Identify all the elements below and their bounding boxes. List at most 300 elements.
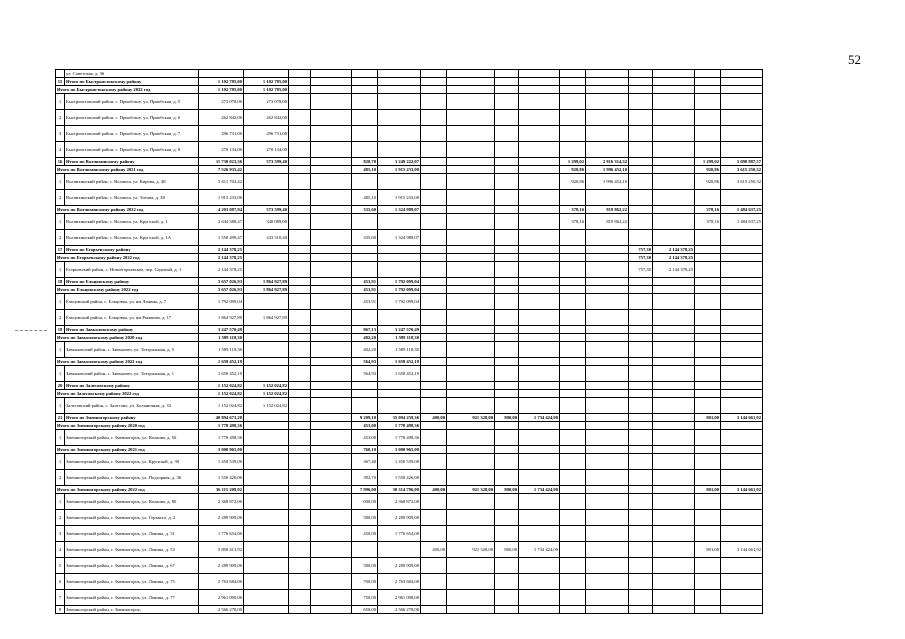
value-cell [421, 382, 447, 390]
value-cell [289, 262, 311, 278]
value-cell [244, 366, 289, 382]
value-cell [629, 126, 653, 142]
value-cell [629, 78, 653, 86]
value-cell: 2 289 909,00 [199, 510, 244, 526]
value-cell [352, 262, 378, 278]
value-cell: 800,00 [495, 414, 519, 422]
value-cell: 819 862,22 [586, 214, 629, 230]
value-cell [629, 342, 653, 358]
value-cell: 1 152 024,82 [199, 390, 244, 398]
value-cell [421, 230, 447, 246]
value-cell [629, 310, 653, 326]
value-cell [695, 230, 721, 246]
value-cell: 400,00 [421, 414, 447, 422]
value-cell [311, 414, 352, 422]
capital-repair-table [55, 69, 763, 614]
value-cell [721, 342, 763, 358]
value-cell: 340 089,00 [244, 214, 289, 230]
value-cell [586, 326, 629, 334]
value-cell [311, 398, 352, 414]
value-cell [629, 398, 653, 414]
value-cell: 3 144 661,92 [721, 414, 763, 422]
address-cell: Змеиногорский район, г. Змеиногорск, ул. Подгорная, д. 36 [65, 470, 199, 486]
value-cell [519, 574, 560, 590]
value-cell: 378,16 [560, 206, 586, 214]
value-cell [244, 558, 289, 574]
value-cell: 1 102 785,00 [199, 78, 244, 86]
value-cell [421, 262, 447, 278]
value-cell [352, 142, 378, 158]
value-cell [560, 94, 586, 110]
value-cell [519, 454, 560, 470]
value-cell [289, 158, 311, 166]
value-cell [447, 94, 495, 110]
value-cell [519, 78, 560, 86]
value-cell: 1 558 499,47 [199, 230, 244, 246]
value-cell [721, 190, 763, 206]
value-cell [629, 446, 653, 454]
value-cell [695, 70, 721, 78]
value-cell [244, 342, 289, 358]
value-cell [695, 286, 721, 294]
value-cell [311, 334, 352, 342]
value-cell: 3 247 570,49 [378, 326, 421, 334]
value-cell [352, 86, 378, 94]
value-cell [289, 486, 311, 494]
value-cell [289, 326, 311, 334]
value-cell [311, 542, 352, 558]
value-cell [629, 174, 653, 190]
value-cell [421, 158, 447, 166]
value-cell [378, 94, 421, 110]
value-cell: 1 778 498,36 [378, 430, 421, 446]
value-cell: 3 144 661,92 [721, 542, 763, 558]
value-cell [653, 494, 695, 510]
value-cell [289, 398, 311, 414]
value-cell [421, 190, 447, 206]
value-cell [519, 166, 560, 174]
value-cell [421, 526, 447, 542]
value-cell [378, 542, 421, 558]
value-cell [721, 262, 763, 278]
value-cell [519, 430, 560, 446]
value-cell [421, 470, 447, 486]
value-cell [653, 326, 695, 334]
value-cell [311, 446, 352, 454]
value-cell [447, 390, 495, 398]
value-cell: 920,86 [695, 174, 721, 190]
value-cell [352, 310, 378, 326]
value-cell [447, 230, 495, 246]
value-cell [560, 342, 586, 358]
value-cell [586, 342, 629, 358]
value-cell [447, 342, 495, 358]
value-cell [721, 286, 763, 294]
value-cell [447, 358, 495, 366]
value-cell [653, 110, 695, 126]
value-cell: 1 915 233,00 [378, 190, 421, 206]
value-cell: 1 792 099,04 [378, 278, 421, 286]
value-cell [421, 254, 447, 262]
value-cell [289, 382, 311, 390]
value-cell [289, 606, 311, 614]
value-cell [653, 606, 695, 614]
row-label: Итого по Завьяловскому району [65, 326, 199, 334]
value-cell [653, 454, 695, 470]
value-cell [586, 542, 629, 558]
value-cell [560, 310, 586, 326]
value-cell [495, 470, 519, 486]
value-cell [495, 158, 519, 166]
value-cell [421, 390, 447, 398]
table-row [56, 254, 763, 262]
value-cell: 2 144 378,25 [199, 254, 244, 262]
value-cell [447, 158, 495, 166]
value-cell: 1 996 452,10 [586, 174, 629, 190]
value-cell [586, 574, 629, 590]
value-cell: 3 657 026,93 [199, 278, 244, 286]
table-row [56, 342, 763, 358]
value-cell [586, 606, 629, 614]
value-cell: 1 658 452,19 [199, 366, 244, 382]
value-cell [653, 358, 695, 366]
value-cell: 1 734 424,00 [519, 486, 560, 494]
value-cell: 757,30 [629, 246, 653, 254]
value-cell: 378,16 [695, 206, 721, 214]
value-cell [586, 390, 629, 398]
value-cell [378, 398, 421, 414]
value-cell [421, 70, 447, 78]
value-cell [519, 86, 560, 94]
value-cell: 757,30 [629, 254, 653, 262]
value-cell [289, 446, 311, 454]
value-cell [421, 422, 447, 430]
value-cell [421, 86, 447, 94]
value-cell [653, 310, 695, 326]
value-cell [721, 470, 763, 486]
value-cell [629, 142, 653, 158]
row-number: 3 [56, 126, 65, 142]
value-cell [311, 310, 352, 326]
value-cell [447, 526, 495, 542]
value-cell [721, 334, 763, 342]
value-cell [289, 278, 311, 286]
value-cell [311, 86, 352, 94]
value-cell: 564,93 [352, 366, 378, 382]
value-cell [519, 398, 560, 414]
row-number: 1 [56, 398, 65, 414]
value-cell [586, 254, 629, 262]
value-cell [421, 166, 447, 174]
value-cell: 801,00 [695, 542, 721, 558]
value-cell [421, 430, 447, 446]
value-cell [495, 174, 519, 190]
value-cell [560, 414, 586, 422]
value-cell [586, 454, 629, 470]
value-cell [495, 230, 519, 246]
value-cell: 800,00 [495, 542, 519, 558]
value-cell [421, 206, 447, 214]
value-cell [653, 334, 695, 342]
value-cell: 1 658 452,19 [199, 358, 244, 366]
row-number: 1 [56, 294, 65, 310]
value-cell: 750,00 [352, 590, 378, 606]
value-cell [421, 126, 447, 142]
value-cell [352, 382, 378, 390]
value-cell [447, 70, 495, 78]
value-cell: 453,91 [352, 278, 378, 286]
value-cell [519, 422, 560, 430]
value-cell [560, 526, 586, 542]
value-cell [586, 382, 629, 390]
value-cell [495, 246, 519, 254]
value-cell: 485,10 [352, 190, 378, 206]
value-cell [586, 110, 629, 126]
value-cell [495, 86, 519, 94]
value-cell [352, 70, 378, 78]
value-cell [721, 446, 763, 454]
value-cell [311, 510, 352, 526]
value-cell: 402,20 [352, 334, 378, 342]
value-cell [629, 422, 653, 430]
value-cell [311, 78, 352, 86]
value-cell: 9 209,10 [352, 414, 378, 422]
row-number: 2 [56, 230, 65, 246]
value-cell [495, 366, 519, 382]
value-cell [495, 398, 519, 414]
value-cell [560, 446, 586, 454]
value-cell [586, 70, 629, 78]
value-cell: 760,10 [352, 446, 378, 454]
value-cell [695, 422, 721, 430]
value-cell [519, 174, 560, 190]
value-cell [519, 294, 560, 310]
value-cell: 2 566 278,00 [378, 606, 421, 614]
value-cell [378, 214, 421, 230]
value-cell: 1 299,02 [560, 158, 586, 166]
value-cell [244, 526, 289, 542]
value-cell [352, 390, 378, 398]
value-cell [289, 454, 311, 470]
address-cell: Змеиногорский район, г. Змеиногорск, ул. Ленина, д. 77 [65, 590, 199, 606]
value-cell [447, 214, 495, 230]
value-cell [695, 510, 721, 526]
value-cell [352, 110, 378, 126]
value-cell [495, 94, 519, 110]
value-cell: 2 961 090,00 [199, 590, 244, 606]
row-number: 1 [56, 430, 65, 446]
value-cell [629, 294, 653, 310]
value-cell: 367,40 [352, 454, 378, 470]
value-cell [447, 606, 495, 614]
value-cell: 1 864 927,89 [199, 310, 244, 326]
value-cell [311, 366, 352, 382]
value-cell [629, 606, 653, 614]
value-cell [421, 334, 447, 342]
value-cell [560, 390, 586, 398]
value-cell [629, 414, 653, 422]
table-row [56, 398, 763, 414]
address-cell: Змеиногорский район, г. Змеиногорск, ул. Крупской, д. 39 [65, 454, 199, 470]
value-cell: 1 864 927,89 [244, 278, 289, 286]
value-cell [447, 190, 495, 206]
value-cell [244, 446, 289, 454]
value-cell [244, 70, 289, 78]
table-row [56, 382, 763, 390]
value-cell [519, 158, 560, 166]
row-number: 2 [56, 190, 65, 206]
value-cell [695, 446, 721, 454]
value-cell: 378,16 [560, 214, 586, 230]
value-cell [586, 590, 629, 606]
value-cell [653, 342, 695, 358]
table-row [56, 230, 763, 246]
value-cell [653, 470, 695, 486]
value-cell: 1 864 927,89 [244, 310, 289, 326]
value-cell: 1 299,02 [695, 158, 721, 166]
value-cell [289, 310, 311, 326]
value-cell [586, 422, 629, 430]
value-cell [352, 254, 378, 262]
value-cell [495, 326, 519, 334]
value-cell [695, 574, 721, 590]
value-cell: 1 792 099,04 [378, 294, 421, 310]
value-cell [244, 510, 289, 526]
value-cell [695, 278, 721, 286]
value-cell [519, 214, 560, 230]
value-cell: 378,16 [695, 214, 721, 230]
value-cell [447, 110, 495, 126]
value-cell [311, 294, 352, 310]
value-cell [495, 126, 519, 142]
value-cell [586, 310, 629, 326]
value-cell [629, 510, 653, 526]
value-cell [289, 166, 311, 174]
value-cell: 921 328,00 [447, 414, 495, 422]
row-label: Итого по Завьяловскому району 2020 год [56, 334, 199, 342]
value-cell [495, 390, 519, 398]
table-row [56, 414, 763, 422]
value-cell [311, 110, 352, 126]
value-cell [447, 78, 495, 86]
address-cell: Егорьевский район, с. Новоегорьевское, пер. Садовый, д. 1 [65, 262, 199, 278]
table-row [56, 246, 763, 254]
row-number: 1 [56, 342, 65, 358]
value-cell [586, 142, 629, 158]
value-cell [629, 486, 653, 494]
table-row [56, 110, 763, 126]
value-cell [629, 326, 653, 334]
value-cell: 5 611 702,42 [199, 174, 244, 190]
value-cell [653, 558, 695, 574]
value-cell [289, 246, 311, 254]
value-cell [560, 398, 586, 414]
row-number: 17 [56, 246, 65, 254]
address-cell: Быстроистокский район, с. Приобское, ул. Приобская, д. 6 [65, 110, 199, 126]
value-cell [629, 86, 653, 94]
value-cell [199, 70, 244, 78]
value-cell: 2 368 872,00 [199, 494, 244, 510]
value-cell [721, 382, 763, 390]
value-cell [695, 262, 721, 278]
value-cell [447, 174, 495, 190]
value-cell [560, 70, 586, 78]
value-cell [244, 246, 289, 254]
value-cell [560, 366, 586, 382]
value-cell [495, 606, 519, 614]
value-cell [447, 454, 495, 470]
table-row [56, 494, 763, 510]
value-cell [519, 494, 560, 510]
value-cell: 2 144 378,25 [199, 262, 244, 278]
value-cell [495, 294, 519, 310]
row-number: 4 [56, 542, 65, 558]
value-cell [560, 606, 586, 614]
value-cell [629, 358, 653, 366]
value-cell [695, 190, 721, 206]
value-cell [447, 206, 495, 214]
value-cell [519, 262, 560, 278]
value-cell [495, 310, 519, 326]
row-number: 1 [56, 94, 65, 110]
value-cell [311, 574, 352, 590]
value-cell [519, 142, 560, 158]
value-cell: 3 000 965,00 [378, 446, 421, 454]
value-cell: 600,00 [352, 494, 378, 510]
table-body [56, 70, 763, 614]
value-cell [695, 398, 721, 414]
value-cell: 3 615 250,32 [721, 174, 763, 190]
table-row [56, 422, 763, 430]
value-cell [244, 574, 289, 590]
value-cell [695, 590, 721, 606]
value-cell [695, 110, 721, 126]
value-cell [695, 294, 721, 310]
value-cell [289, 558, 311, 574]
value-cell [244, 334, 289, 342]
table-row [56, 470, 763, 486]
value-cell [695, 430, 721, 446]
value-cell [653, 382, 695, 390]
address-cell: Змеиногорский район, г. Змеиногорск, ул. Ленина, д. 75 [65, 574, 199, 590]
value-cell [421, 174, 447, 190]
value-cell [560, 78, 586, 86]
value-cell [447, 294, 495, 310]
value-cell: 335,60 [352, 206, 378, 214]
value-cell [629, 574, 653, 590]
value-cell: 1 778 498,36 [199, 422, 244, 430]
value-cell [244, 486, 289, 494]
value-cell [244, 358, 289, 366]
table-row [56, 174, 763, 190]
value-cell: 920,86 [560, 166, 586, 174]
value-cell: 1 792 099,04 [199, 294, 244, 310]
row-label: Итого по Змеиногорскому району 2020 год [56, 422, 199, 430]
value-cell [244, 414, 289, 422]
table-row [56, 214, 763, 230]
value-cell: 580,00 [352, 510, 378, 526]
address-cell: Змеиногорский район, г. Змеиногорск, ул. Волкова, д. 56 [65, 430, 199, 446]
value-cell [311, 422, 352, 430]
value-cell [289, 414, 311, 422]
value-cell [586, 278, 629, 286]
value-cell: 1 792 099,04 [378, 286, 421, 294]
value-cell [447, 166, 495, 174]
table-row [56, 142, 763, 158]
value-cell [519, 358, 560, 366]
value-cell [629, 214, 653, 230]
value-cell [721, 558, 763, 574]
